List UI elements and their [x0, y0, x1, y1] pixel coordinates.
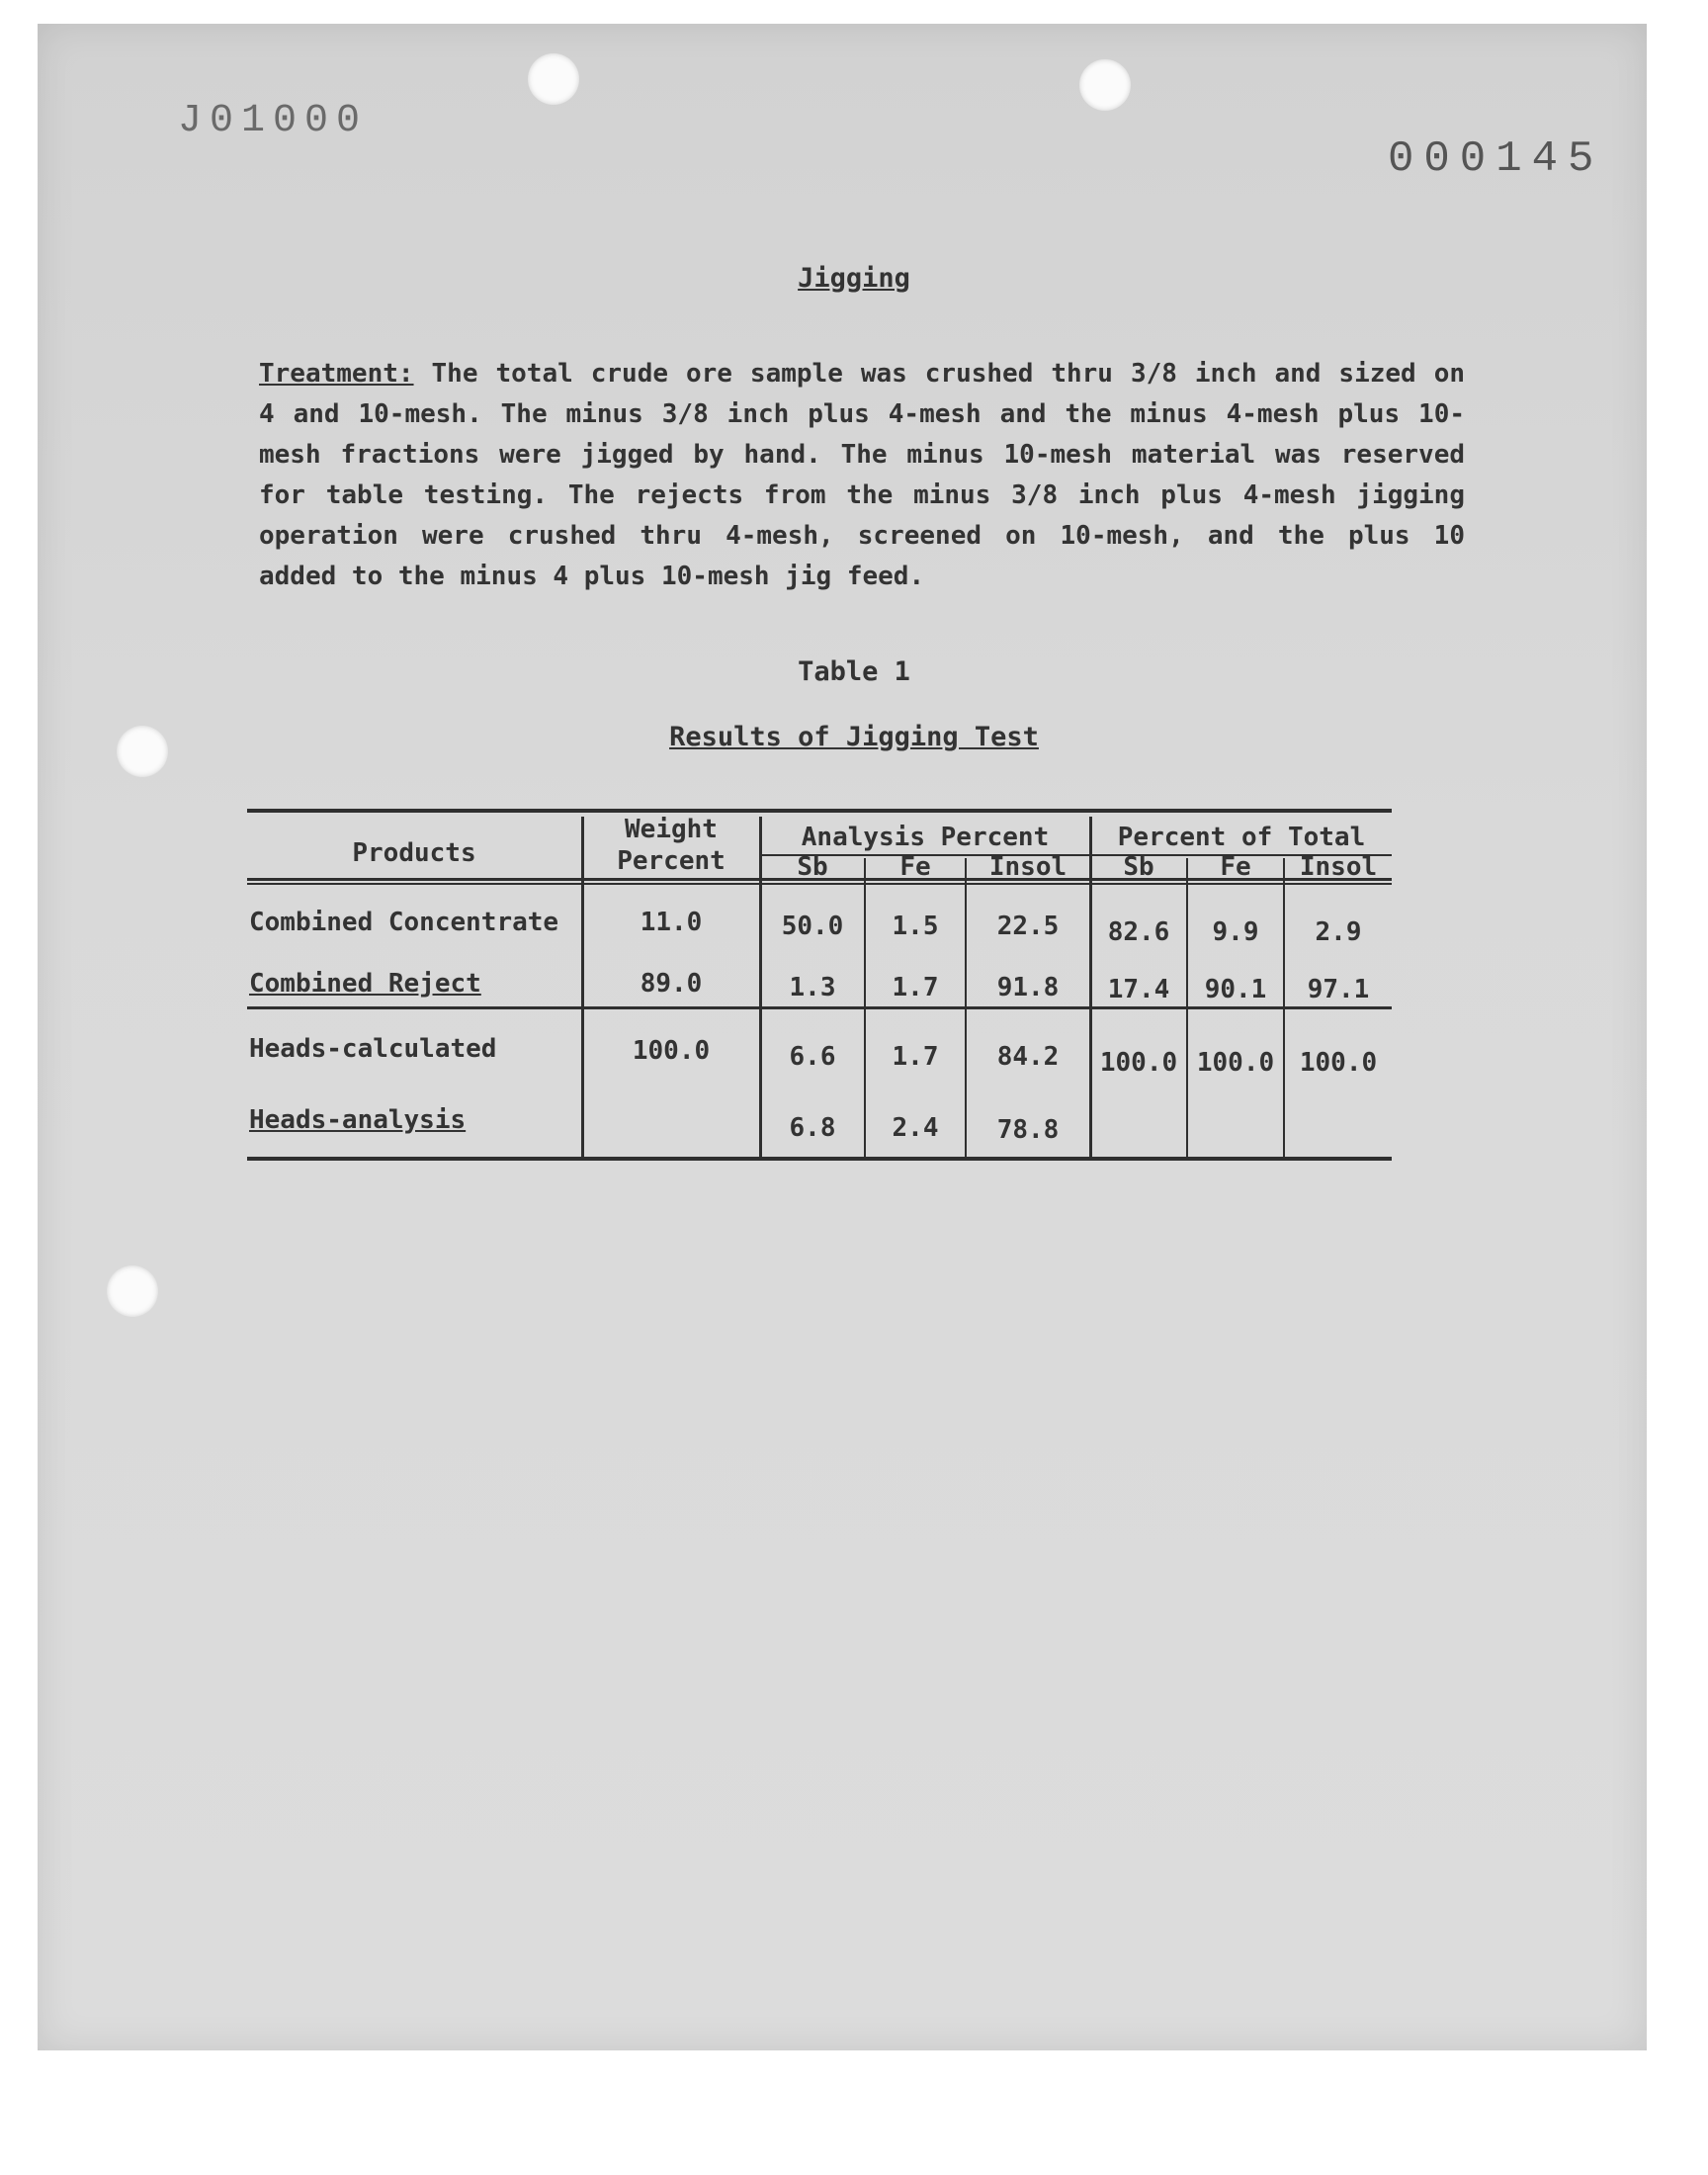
row-total-fe: 90.1 [1204, 975, 1267, 1004]
results-table [247, 809, 1392, 1161]
punch-hole-top-2 [1079, 59, 1131, 111]
row-total-fe: 100.0 [1196, 1048, 1275, 1078]
punch-hole-left-2 [107, 1265, 158, 1317]
treatment-text: The total crude ore sample was crushed thru 3/8 inch and sized on 4 and 10-mesh. The minus 3/8 inch plus 4-mesh and the minus 4-mesh plus 10-mesh fractions were jigged by hand. The minus 10-mesh material was reserved for table testing. The rejects from the minus 3/8 inch plus 4-mesh jigging operation were crushed thru 4-mesh, screened on 10-mesh, and the plus 10 added to the minus 4 plus 10-mesh jig feed. [259, 359, 1465, 591]
table-rule-mid [247, 1006, 1392, 1009]
header-analysis-insol: Insol [988, 852, 1068, 882]
row-total-insol: 100.0 [1299, 1048, 1378, 1078]
header-analysis-group: Analysis Percent [801, 823, 1050, 852]
row-analysis-fe: 1.7 [892, 1042, 939, 1072]
row-total-sb: 100.0 [1099, 1048, 1178, 1078]
row-total-insol: 2.9 [1315, 917, 1362, 947]
row-analysis-sb: 1.3 [789, 973, 836, 1002]
table-rule-top [247, 809, 1392, 813]
header-weight-1: Weight [625, 815, 718, 844]
table-rule-header-2 [247, 883, 1392, 885]
row-analysis-sb: 6.6 [789, 1042, 836, 1072]
table-col-rule [864, 858, 866, 1157]
table-rule-bottom [247, 1157, 1392, 1161]
header-total-group: Percent of Total [1117, 823, 1366, 852]
header-weight-2: Percent [617, 846, 726, 876]
table-col-rule [1186, 858, 1188, 1157]
row-analysis-sb: 50.0 [781, 912, 844, 941]
table-col-rule [965, 858, 967, 1157]
row-analysis-insol: 84.2 [996, 1042, 1060, 1072]
row-analysis-fe: 1.5 [892, 912, 939, 941]
row-weight: 89.0 [640, 969, 703, 999]
row-total-sb: 17.4 [1107, 975, 1170, 1004]
treatment-paragraph [259, 354, 1465, 597]
page-number-stamp: 000145 [1388, 134, 1604, 184]
header-analysis-sb: Sb [797, 852, 828, 882]
table-title: Results of Jigging Test [669, 722, 1039, 752]
row-weight: 11.0 [640, 908, 703, 937]
header-analysis-fe: Fe [899, 852, 931, 882]
row-analysis-insol: 78.8 [996, 1115, 1060, 1145]
row-total-fe: 9.9 [1212, 917, 1259, 947]
row-analysis-fe: 2.4 [892, 1113, 939, 1143]
row-product: Heads-calculated [249, 1034, 497, 1064]
row-product: Combined Reject [249, 969, 481, 999]
row-analysis-fe: 1.7 [892, 973, 939, 1002]
row-analysis-insol: 22.5 [996, 912, 1060, 941]
punch-hole-top-1 [528, 53, 579, 105]
row-analysis-insol: 91.8 [996, 973, 1060, 1002]
row-total-sb: 82.6 [1107, 917, 1170, 947]
section-title: Jigging [798, 263, 910, 294]
archive-stamp-left: J01000 [178, 99, 369, 143]
row-weight: 100.0 [632, 1036, 711, 1066]
table-number: Table 1 [798, 656, 910, 687]
row-analysis-sb: 6.8 [789, 1113, 836, 1143]
row-product: Heads-analysis [249, 1105, 467, 1135]
row-total-insol: 97.1 [1307, 975, 1370, 1004]
header-total-insol: Insol [1299, 852, 1378, 882]
scan-margin [0, 2088, 1708, 2175]
header-products: Products [352, 838, 476, 868]
treatment-label: Treatment: [259, 359, 414, 389]
row-product: Combined Concentrate [249, 908, 559, 937]
table-col-rule [1283, 858, 1285, 1157]
header-total-sb: Sb [1123, 852, 1154, 882]
header-total-fe: Fe [1220, 852, 1251, 882]
